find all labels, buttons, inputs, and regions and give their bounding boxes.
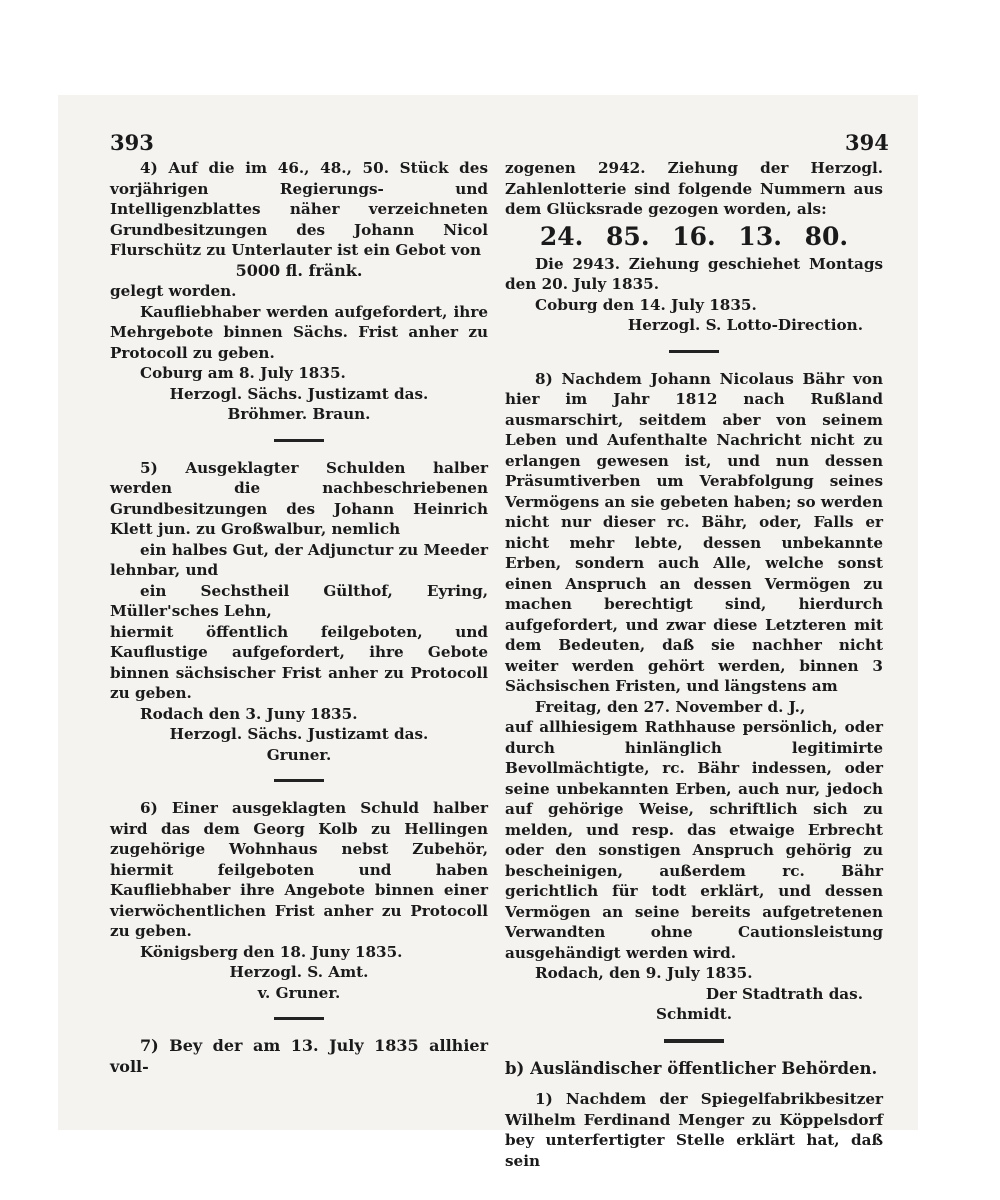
- page-number-right: 394: [845, 130, 889, 155]
- notice-5-item-2: ein Sechstheil Gülthof, Eyring, Müller'sches Lehn,: [110, 581, 488, 620]
- notice-8-office: Der Stadtrath das.: [705, 984, 863, 1003]
- notice-5-signer: Gruner.: [266, 745, 332, 764]
- notice-b1-text: 1) Nachdem der Spiegelfabrikbesitzer Wilhelm Ferdinand Menger zu Köppelsdorf bey unterfertigter Stelle erklärt hat, daß sein: [505, 1090, 883, 1170]
- left-column: [110, 158, 488, 1077]
- notice-4-signers: Bröhmer. Braun.: [227, 405, 371, 423]
- notice-4-amount: 5000 fl. fränk.: [235, 260, 363, 280]
- divider-rule: [274, 1017, 324, 1020]
- notice-6-date: Königsberg den 18. Juny 1835.: [140, 942, 403, 961]
- divider-rule: [664, 1039, 724, 1043]
- lottery-date: Coburg den 14. July 1835.: [535, 295, 757, 314]
- notice-8-date: Rodach, den 9. July 1835.: [535, 964, 753, 982]
- notice-4-cont: gelegt worden.: [110, 282, 237, 300]
- notice-8-text-2: auf allhiesigem Rathhause persönlich, oder durch hinlänglich legitimirte Bevollmächtigte, rc. Bähr indessen, oder seine unbekannten Erben, auch nur, jedoch auf gehörige Weise, schriftlich sich zu melden, und resp. das etwaige Erbrecht oder den sonstigen Anspruch gehörig zu bescheinigen, außerdem rc. Bähr gerichtlich für todt erklärt, und dessen Vermögen an seine bereits aufgetretenen Verwandten ohne Cautionsleistung ausgehändigt werden wird.: [505, 718, 883, 962]
- notice-5-text-2: hiermit öffentlich feilgeboten, und Kauflustige aufgefordert, ihre Gebote binnen sächsischer Frist anher zu Protocoll zu geben.: [110, 622, 488, 702]
- notice-5-date: Rodach den 3. Juny 1835.: [140, 704, 358, 723]
- lottery-text: zogenen 2942. Ziehung der Herzogl. Zahlenlotterie sind folgende Nummern aus dem Glücksrade gezogen worden, als:: [505, 159, 883, 218]
- notice-6-signer: v. Gruner.: [257, 983, 341, 1002]
- divider-rule: [669, 350, 719, 353]
- lottery-numbers: 24. 85. 16. 13. 80.: [539, 221, 849, 251]
- notice-5-text: 5) Ausgeklagter Schulden halber werden die nachbeschriebenen Grundbesitzungen des Johann Heinrich Klett jun. zu Großwalbur, nemlich: [110, 458, 488, 538]
- notice-8-text: 8) Nachdem Johann Nicolaus Bähr von hier im Jahr 1812 nach Rußland ausmarschirt, seitdem aber von seinem Leben und Aufenthalte Nachricht nicht zu erlangen gewesen ist, und nun dessen Präsumtiverben um Verabfolgung seines Vermögens an sie gebeten haben; so werden nicht nur dieser rc. Bähr, oder, Falls er nicht mehr lebte, dessen unbekannte Erben, sondern auch Alle, welche sonst einen Anspruch an dessen Vermögen zu machen berechtigt sind, hierdurch aufgefordert, und zwar diese Letzteren mit dem Bedeuten, daß sie nachher nicht weiter werden gehört werden, binnen 3 Sächsischen Fristen, und längstens am: [505, 369, 883, 695]
- notice-7-start: 7) Bey der am 13. July 1835 allhier voll-: [110, 1036, 488, 1076]
- lottery-office: Herzogl. S. Lotto-Direction.: [627, 316, 863, 334]
- notice-4-buyers: Kaufliebhaber werden aufgefordert, ihre Mehrgebote binnen Sächs. Frist anher zu Protocoll zu geben.: [110, 302, 488, 362]
- divider-rule: [274, 439, 324, 442]
- divider-rule: [274, 779, 324, 782]
- notice-4-office: Herzogl. Sächs. Justizamt das.: [169, 384, 429, 403]
- notice-5-office: Herzogl. Sächs. Justizamt das.: [169, 725, 429, 743]
- right-column: [505, 158, 883, 1171]
- page-number-left: 393: [110, 130, 154, 155]
- notice-6-office: Herzogl. S. Amt.: [229, 963, 369, 981]
- notice-8-deadline: Freitag, den 27. November d. J.,: [535, 697, 806, 716]
- notice-8-signer: Schmidt.: [655, 1005, 733, 1023]
- notice-4-date: Coburg am 8. July 1835.: [140, 364, 346, 382]
- notice-4-text: 4) Auf die im 46., 48., 50. Stück des vorjährigen Regierungs- und Intelligenzblattes näher verzeichneten Grundbesitzungen des Johann Nicol Flurschütz zu Unterlauter ist ein Gebot von: [110, 159, 488, 259]
- notice-6-text: 6) Einer ausgeklagten Schuld halber wird das dem Georg Kolb zu Hellingen zugehörige Wohnhaus nebst Zubehör, hiermit feilgeboten und haben Kaufliebhaber ihre Angebote binnen einer vierwöchentlichen Frist anher zu Protocoll zu geben.: [110, 799, 488, 940]
- lottery-next: Die 2943. Ziehung geschiehet Montags den 20. July 1835.: [505, 254, 883, 293]
- section-b-heading: b) Ausländischer öffentlicher Behörden.: [505, 1058, 878, 1078]
- notice-5-item-1: ein halbes Gut, der Adjunctur zu Meeder lehnbar, und: [110, 540, 488, 579]
